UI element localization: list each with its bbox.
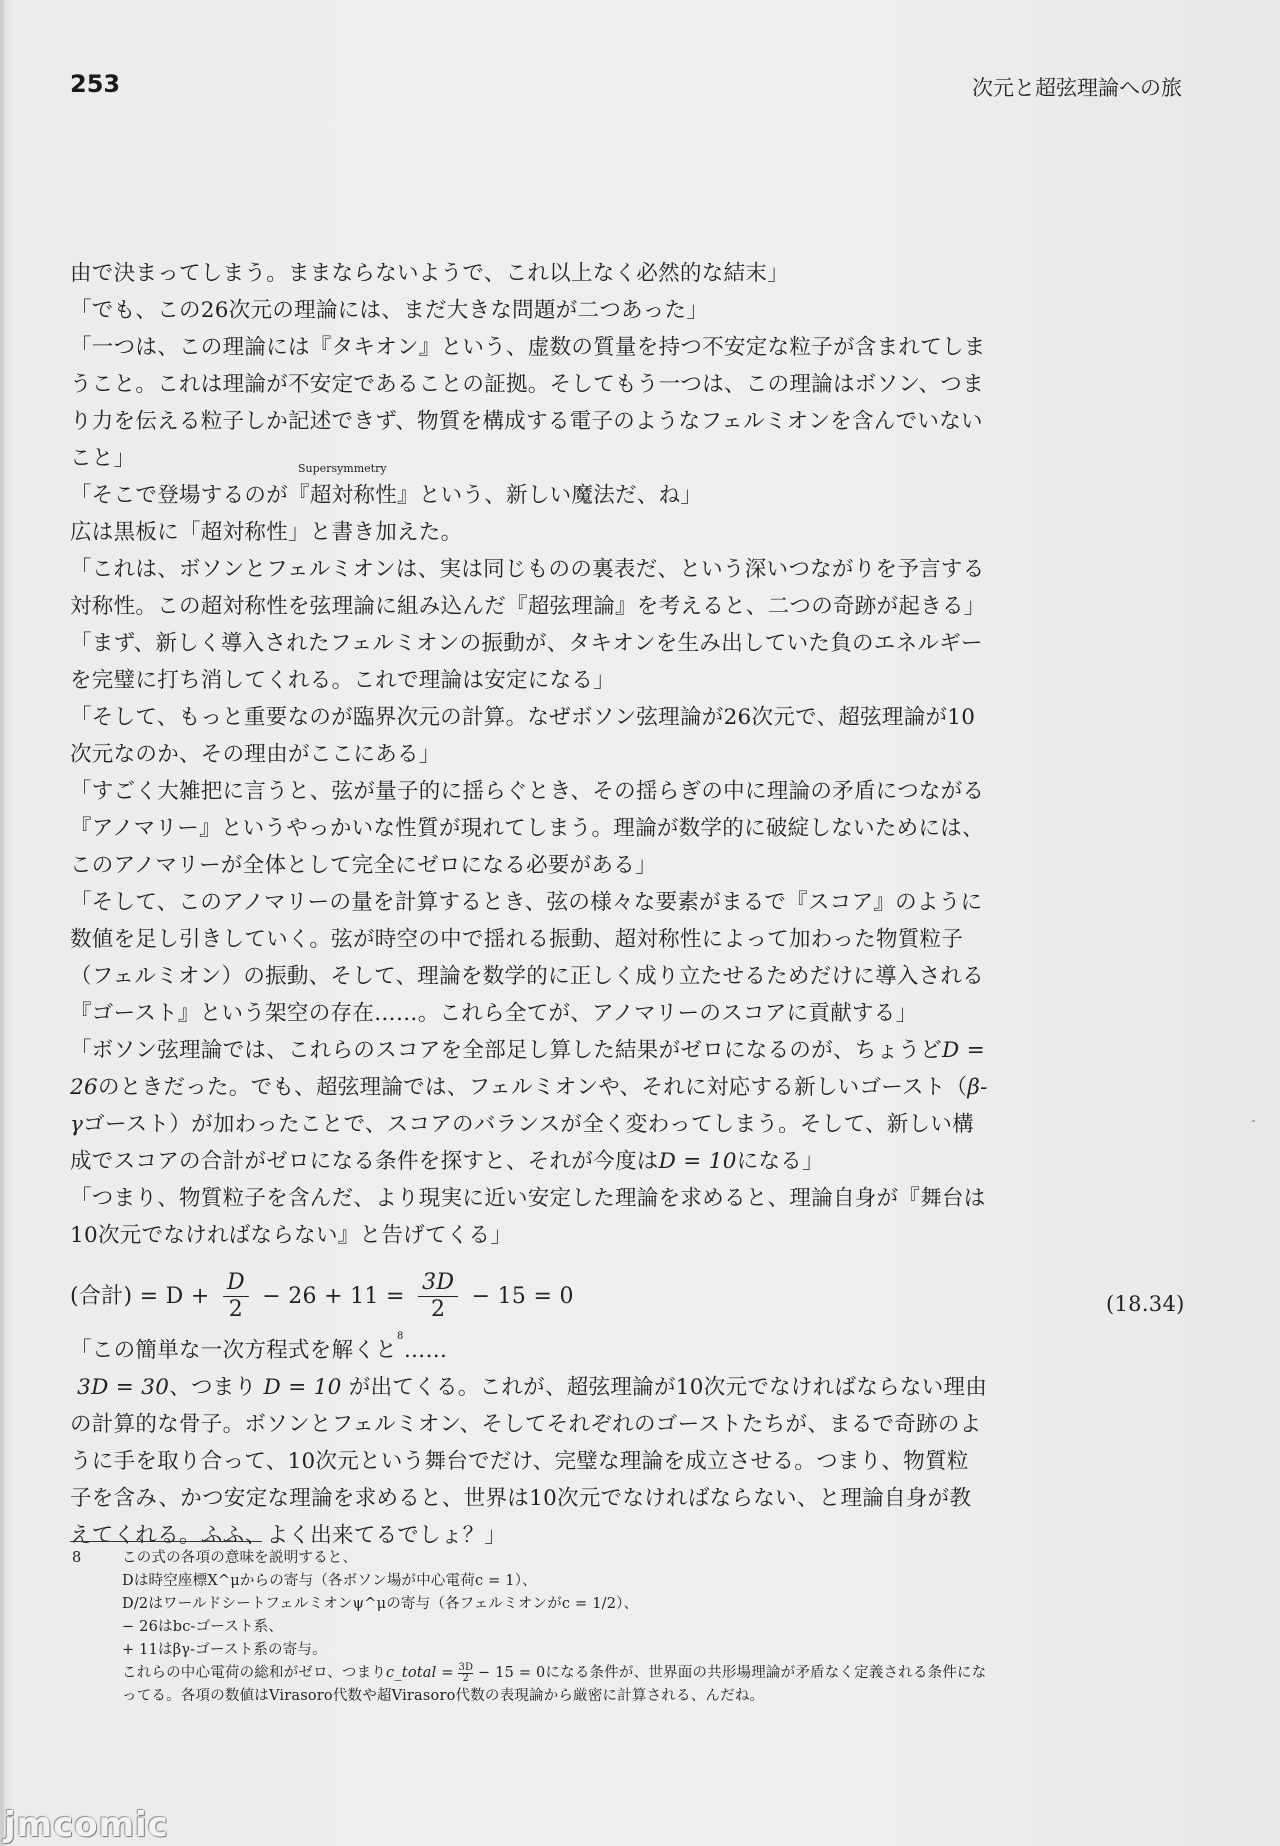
ruby-annotation: Supersymmetry	[298, 462, 387, 475]
main-text	[70, 255, 1185, 1554]
text-run: 「そこで登場するのが	[70, 483, 289, 508]
eq-fraction	[418, 1270, 458, 1323]
text-run: これらの中心電荷の総和がゼロ、つまり	[122, 1665, 387, 1681]
paragraph: 「これは、ボソンとフェルミオンは、実は同じものの裏表だ、という深いつながりを予言する対称性。この超対称性を弦理論に組み込んだ『超弦理論』を考えると、二つの奇跡が起きる」	[70, 557, 986, 619]
footnote-line: Dは時空座標X^μからの寄与（各ボソン場が中心電荷c = 1）、	[122, 1573, 537, 1589]
math-inline: 3D = 30	[77, 1375, 170, 1401]
text-run: ……	[403, 1338, 448, 1364]
text-run: − 15 = 0	[473, 1665, 546, 1681]
eq-rhs: − 15 = 0	[464, 1284, 574, 1309]
paragraph-boson	[70, 1032, 990, 1180]
ruby-term	[288, 462, 419, 514]
paragraph: 「すごく大雑把に言うと、弦が量子的に揺らぐとき、その揺らぎの中に理論の矛盾につながる『アノマリー』というやっかいな性質が現れてしまう。理論が数学的に破綻しないためには、このアノマリーが全体として完全にゼロになる必要がある」	[70, 779, 985, 878]
page-number: 253	[70, 70, 121, 98]
footnote-line: この式の各項の意味を説明すると、	[122, 1550, 358, 1566]
paragraph: 「そして、もっと重要なのが臨界次元の計算。なぜボソン弦理論が26次元で、超弦理論が10次元なのか、その理由がここにある」	[70, 705, 976, 767]
math-inline: D = 10	[263, 1375, 342, 1401]
running-title: 次元と超弦理論への旅	[972, 76, 1182, 100]
paragraph: 「一つは、この理論には『タキオン』という、虚数の質量を持つ不安定な粒子が含まれてしまうこと。これは理論が不安定であることの証拠。そしてもう一つは、この理論はボソン、つまり力を伝える粒子しか記述できず、物質を構成する電子のようなフェルミオンを含んでいないこと」	[70, 335, 986, 471]
scan-speck	[1252, 1120, 1255, 1122]
eq-fraction	[223, 1270, 249, 1323]
text-run: という、新しい魔法だ、ね」	[418, 483, 703, 508]
math-inline: c_total =	[386, 1665, 459, 1681]
fn-fraction	[458, 1663, 473, 1684]
footnote-body	[122, 1547, 1000, 1708]
equation-body	[70, 1270, 574, 1323]
text-run: 、つまり	[169, 1375, 264, 1401]
paragraph: 由で決まってしまう。ままならないようで、これ以上なく必然的な結末」	[70, 261, 789, 286]
footnote-8	[70, 1547, 1000, 1708]
text-run: 「この簡単な一次方程式を解くと	[70, 1338, 398, 1364]
fn-frac-numerator: 3D	[458, 1661, 474, 1673]
paragraph-solve	[70, 1328, 990, 1369]
footnote-rule	[70, 1541, 262, 1542]
text-run: になる」	[736, 1149, 824, 1174]
footnote-line: + 11はβγ‐ゴースト系の寄与。	[122, 1642, 327, 1658]
eq-frac-numerator: D	[223, 1270, 249, 1297]
watermark-logo: jmcomic	[4, 1805, 169, 1845]
eq-frac-numerator: 3D	[418, 1270, 458, 1297]
footnote-line: D/2はワールドシートフェルミオンψ^μの寄与（各フェルミオンがc = 1/2）、	[122, 1596, 639, 1612]
text-run: になる条件が、世界面の共形場理論が矛盾なく定義される条件になってる。各項の数値はVirasoro代数や超Virasoro代数の表現論から厳密に計算される、んだね。	[122, 1665, 987, 1704]
paragraph: 「でも、この26次元の理論には、まだ大きな問題が二つあった」	[70, 298, 709, 323]
text-run: 「ボソン弦理論では、これらのスコアを全部足し算した結果がゼロになるのが、ちょうど	[70, 1038, 943, 1063]
paragraph: 「つまり、物質粒子を含んだ、より現実に近い安定した理論を求めると、理論自身が『舞台は10次元でなければならない』と告げてくる」	[70, 1186, 986, 1248]
ruby-base: 『超対称性』	[288, 483, 419, 508]
text-run: が出てくる。これが、超弦理論が10次元でなければならない理由の計算的な骨子。ボソンとフェルミオン、そしてそれぞれのゴーストたちが、まるで奇跡のように手を取り合って、10次元という舞台でだけ、完璧な理論を成立させる。つまり、物質粒子を含み、かつ安定な理論を求めると、世界は10次元でなければならない、と理論自身が教えてくれる。ふふ、よく出来てるでしょ？」	[70, 1375, 988, 1549]
paragraph: 「そして、このアノマリーの量を計算するとき、弦の様々な要素がまるで『スコア』のように数値を足し引きしていく。弦が時空の中で揺れる振動、超対称性によって加わった物質粒子（フェルミオン）の振動、そして、理論を数学的に正しく成り立たせるためだけに導入される『ゴースト』という架空の存在……。これら全てが、アノマリーのスコアに貢献する」	[70, 890, 985, 1026]
eq-lhs: (合計) = D +	[70, 1284, 217, 1309]
text-run: のときだった。でも、超弦理論では、フェルミオンや、それに対応する新しいゴースト（	[97, 1075, 968, 1100]
footnote-line: − 26はbc‐ゴースト系、	[122, 1619, 284, 1635]
eq-frac-denominator: 2	[228, 1297, 244, 1322]
paragraph: 「まず、新しく導入されたフェルミオンの振動が、タキオンを生み出していた負のエネルギーを完璧に打ち消してくれる。これで理論は安定になる」	[70, 631, 983, 693]
scan-edge-shadow	[0, 0, 4, 1846]
fn-frac-denominator: 2	[462, 1672, 470, 1684]
paragraph: 広は黒板に「超対称性」と書き加えた。	[70, 520, 463, 545]
math-inline: D = 26	[70, 1038, 986, 1100]
text-run: ゴースト）が加わったことで、スコアのバランスが全く変わってしまう。そして、新しい構成でスコアの合計がゼロになる条件を探すと、それが今度は	[70, 1112, 974, 1174]
math-inline: β‐γ	[70, 1075, 988, 1137]
math-inline: D = 10	[658, 1149, 737, 1174]
paragraph-final	[70, 1369, 990, 1554]
eq-middle: − 26 + 11 =	[254, 1284, 413, 1309]
eq-frac-denominator: 2	[431, 1297, 446, 1322]
equation-18-34	[70, 1260, 1185, 1326]
footnote-mark: 8	[397, 1331, 404, 1342]
footnote-line	[70, 1662, 1000, 1708]
footnote-number: 8	[72, 1550, 82, 1566]
paragraph-supersymmetry	[70, 462, 990, 514]
equation-number: (18.34)	[1106, 1292, 1185, 1316]
